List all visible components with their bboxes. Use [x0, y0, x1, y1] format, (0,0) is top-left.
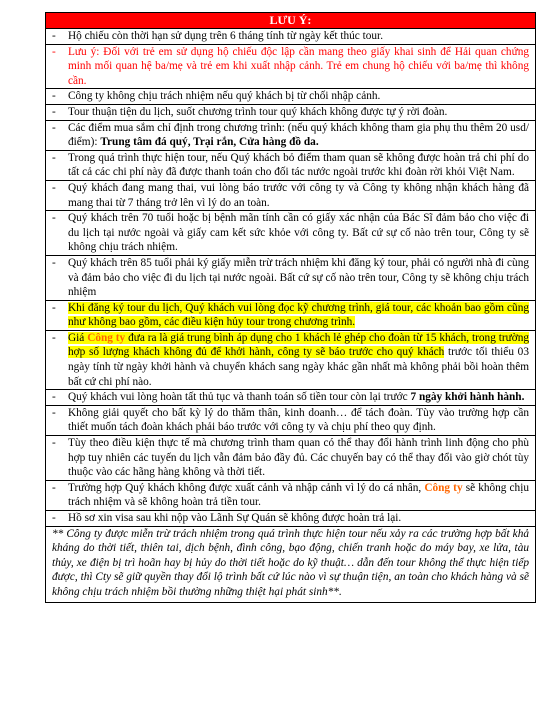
notes-panel: [45, 12, 536, 603]
list-item-immigration: - Trường hợp Quý khách không được xuất cảnh và nhập cảnh vì lý do cá nhân, Công ty sẽ không chịu trách nhiệm và sẽ không hoàn trả tiền tour.: [46, 481, 535, 511]
list-item-shopping-points: - Các điểm mua sắm chỉ định trong chương trình: (nếu quý khách không tham gia phụ thu thêm 20 usd/điểm): Trung tâm đá quý, Trại rắn, Cửa hàng đồ da.: [46, 121, 535, 151]
company-name: Công ty: [424, 481, 463, 494]
list-item-split-group: - Không giải quyết cho bất kỳ lý do thăm thân, kinh doanh… để tách đoàn. Tùy vào trường hợp cần thiết muốn tách đoàn khách phải báo trước với công ty và chịu phí theo quy định.: [46, 406, 535, 436]
list-item-skipped-sights: - Trong quá trình thực hiện tour, nếu Quý khách bỏ điểm tham quan sẽ không được hoàn trả chi phí do tất cả các chi phí này đã được thanh toán cho đối tác nước ngoài trước khi đoàn rời khỏi Việt Nam.: [46, 151, 535, 181]
list-item-group-price: - Giá Công ty đưa ra là giá trung bình áp dụng cho 1 khách lẻ ghép cho đoàn từ 15 khách, trong trường hợp số lượng khách không đủ để khởi hành, công ty sẽ báo trước cho quý khách trước tối thiểu 03 ngày tính từ ngày khởi hành và chuyển khách sang ngày khác gần nhất mà không phải bồi hoàn thêm bất cứ chi phí nào.: [46, 331, 535, 390]
list-item-age-85: - Quý khách trên 85 tuổi phải ký giấy miễn trừ trách nhiệm khi đăng ký tour, phải có người nhà đi cùng và đảm bảo cho việc đi du lịch tại nước ngoài. Bất cứ sự cố nào trên tour, Công ty sẽ không chịu trách nhiệm: [46, 256, 535, 301]
company-name: Công ty: [87, 331, 126, 344]
shopping-locations: Trung tâm đá quý, Trại rắn, Cửa hàng đồ da.: [100, 136, 319, 149]
list-item-no-leaving-group: - Tour thuận tiện du lịch, suốt chương trình tour quý khách không được tự ý rời đoàn.: [46, 105, 535, 121]
list-item-child-passport: - Lưu ý: Đối với trẻ em sử dụng hộ chiếu độc lập cần mang theo giấy khai sinh để Hải quan chứng minh mối quan hệ ba/mẹ và trẻ em khi xuất nhập cảnh. Trẻ em chung hộ chiếu với ba/mẹ thì không cần.: [46, 45, 535, 90]
list-item-payment-deadline: - Quý khách vui lòng hoàn tất thủ tục và thanh toán số tiền tour còn lại trước 7 ngày khởi hành hành.: [46, 390, 535, 406]
list-item-read-program: - Khi đăng ký tour du lịch, Quý khách vui lòng đọc kỹ chương trình, giá tour, các khoản bao gồm cũng như không bao gồm, các điều kiện hủy tour trong chương trình.: [46, 301, 535, 331]
list-item-age-70: - Quý khách trên 70 tuổi hoặc bị bệnh mãn tính cần có giấy xác nhận của Bác Sĩ đảm bảo cho việc đi du lịch tại nước ngoài và giấy cam kết sức khỏe với công ty. Bất cứ sự cố nào trên tour, Công ty sẽ không chịu trách nhiệm.: [46, 211, 535, 256]
list-item-pregnancy: - Quý khách đang mang thai, vui lòng báo trước với công ty và Công ty không nhận khách hàng đã mang thai từ 7 tháng trở lên vì lý do an toàn.: [46, 181, 535, 211]
disclaimer-note: ** Công ty được miễn trừ trách nhiệm trong quá trình thực hiện tour nếu xảy ra các trường hợp bất khả kháng do thời tiết, thiên tai, dịch bệnh, đình công, bạo động, chiến tranh hoặc do máy bay, xe lửa, tàu thủy, xe điện bị trì hoãn hay bị hủy do thời tiết hoặc do kỹ thuật… dẫn đến tour không thể thực hiện tiếp được, thì Cty sẽ giữ quyền thay đổi lộ trình bất cứ lúc nào vì sự thuận tiện, an toàn cho khách hàng và sẽ không chịu trách nhiệm bồi thường những thiệt hại phát sinh**.: [52, 527, 529, 598]
list-item-entry-denied: - Công ty không chịu trách nhiệm nếu quý khách bị từ chối nhập cảnh.: [46, 89, 535, 105]
notes-title: LƯU Ý:: [46, 13, 535, 29]
list-item-itinerary-change: - Tùy theo điều kiện thực tế mà chương trình tham quan có thể thay đổi hành trình linh động cho phù hợp tuy nhiên các tuyến du lịch vẫn đảm bảo đầy đủ. Các chuyến bay có thể thay đổi vào giờ chót tùy thuộc vào các hãng hàng không và thời tiết.: [46, 436, 535, 481]
list-item-visa-docs: - Hồ sơ xin visa sau khi nộp vào Lãnh Sự Quán sẽ không được hoàn trả lại.: [46, 511, 535, 527]
list-item-passport: - Hộ chiếu còn thời hạn sử dụng trên 6 tháng tính từ ngày kết thúc tour.: [46, 29, 535, 45]
